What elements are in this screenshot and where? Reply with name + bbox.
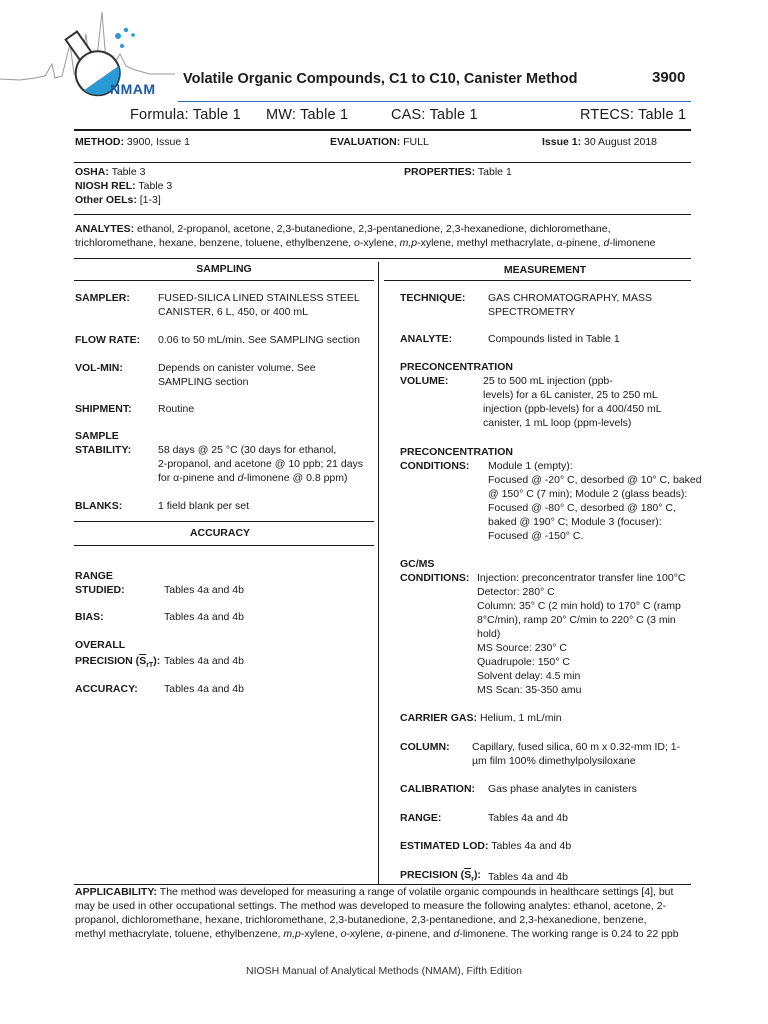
- title-rule: [178, 101, 691, 102]
- blanks-label: BLANKS:: [75, 500, 123, 512]
- preconc-volume-label-2: VOLUME:: [400, 375, 449, 387]
- method-row: [75, 135, 190, 149]
- applicability-line2: may be used in other occupational settings. The method was developed to measure the following analytes: ethanol, acetone, 2-: [75, 900, 667, 912]
- gcms-value-8: Solvent delay: 4.5 min: [477, 670, 581, 682]
- overall-precision-subscript: rT: [146, 662, 154, 670]
- preconc-volume-value-4: canister, 1 mL loop (ppm-levels): [483, 417, 632, 429]
- properties-label: PROPERTIES:: [404, 166, 476, 178]
- overall-precision-symbol: $\overline{S}$: [139, 655, 147, 667]
- osha-value: Table 3: [111, 166, 146, 178]
- gcms-value-4: 8°C/min), ramp 20° C/min to 220° C (3 min: [477, 614, 676, 626]
- shipment-label: SHIPMENT:: [75, 403, 132, 415]
- method-title: Volatile Organic Compounds, C1 to C10, Canister Method: [183, 71, 578, 87]
- flow-label: FLOW RATE:: [75, 334, 141, 346]
- applicability-label: APPLICABILITY:: [75, 886, 158, 898]
- preconc-volume-value-3: injection (ppb-levels) for a 400/450 mL: [483, 403, 662, 415]
- analytes-text1: ethanol, 2-propanol, acetone, 2,3-butanedione, 2,3-pentanedione, 2,3-hexanedione, dichloromethane,: [137, 223, 611, 235]
- analytes-label: ANALYTES:: [75, 223, 135, 235]
- oels-row: [75, 193, 161, 207]
- gcms-value-1: Injection: preconcentrator transfer line 100°C: [477, 572, 686, 584]
- overall-precision-text-a: PRECISION (: [75, 655, 140, 667]
- niosh-label: NIOSH REL:: [75, 180, 136, 192]
- overall-precision-label: [75, 654, 160, 673]
- gcms-value-5: hold): [477, 628, 501, 640]
- preconc-cond-label-2: CONDITIONS:: [400, 460, 470, 472]
- applicability-text4a: methyl methacrylate, toluene, ethylbenzene,: [75, 928, 284, 940]
- precision-symbol: $\overline{S}$: [464, 869, 472, 881]
- page-footer: NIOSH Manual of Analytical Methods (NMAM), Fifth Edition: [245, 965, 522, 977]
- nmam-logo: [0, 4, 190, 112]
- applicability-text4b: m,p: [283, 928, 301, 940]
- preconc-cond-value-3: @ 150° C (7 min); Module 2 (glass beads):: [488, 488, 688, 500]
- technique-label: TECHNIQUE:: [400, 292, 466, 304]
- applicability-text4c: -xylene,: [300, 928, 341, 940]
- gcms-label-2: CONDITIONS:: [400, 572, 470, 584]
- stability-text-3b: d: [237, 472, 244, 484]
- applicability-text4e: -xylene, α-pinene, and: [346, 928, 454, 940]
- osha-label: OSHA:: [75, 166, 109, 178]
- measurement-heading: MEASUREMENT: [503, 264, 587, 276]
- analytes-text2a: trichloromethane, hexane, benzene, toluene, ethylbenzene,: [75, 237, 355, 249]
- overall-label-1: OVERALL: [75, 639, 126, 651]
- applicability-text1: The method was developed for measuring a range of volatile organic compounds in healthcare settings [4], but: [159, 886, 674, 898]
- applicability-line1: [75, 885, 673, 899]
- overall-precision-value: Tables 4a and 4b: [164, 655, 244, 667]
- properties-value: Table 1: [477, 166, 512, 178]
- issue-row: [542, 135, 657, 149]
- applicability-text4g: -limonene. The working range is 0.24 to 22 ppb: [459, 928, 679, 940]
- preconc-cond-value-5: baked @ 190° C; Module 3 (focuser):: [488, 516, 662, 528]
- oels-label: Other OELs:: [75, 194, 137, 206]
- cas-text: CAS: Table 1: [391, 107, 478, 123]
- analytes-text2e: -xylene, methyl methacrylate, α-pinene,: [417, 237, 604, 249]
- bias-value: Tables 4a and 4b: [164, 611, 244, 623]
- range-value: Tables 4a and 4b: [488, 812, 568, 824]
- applicability-text4f: d: [453, 928, 460, 940]
- evaluation-label: EVALUATION:: [330, 136, 401, 148]
- lod-value: Tables 4a and 4b: [491, 840, 572, 852]
- gcms-value-9: MS Scan: 35-350 amu: [477, 684, 582, 696]
- analyte-value: Compounds listed in Table 1: [488, 333, 620, 345]
- analytes-text2f: d: [603, 237, 610, 249]
- gcms-value-6: MS Source: 230° C: [477, 642, 567, 654]
- precision-value: Tables 4a and 4b: [488, 871, 568, 883]
- analytes-text2d: m,p: [399, 237, 418, 249]
- lod-row: [400, 839, 571, 853]
- analytes-text2g: -limonene: [609, 237, 656, 249]
- limits-rule: [74, 214, 691, 215]
- applicability-text4d: o: [340, 928, 347, 940]
- analytes-line2: [75, 236, 655, 250]
- stability-value-2: 2-propanol, and acetone @ 10 ppb; 21 days: [158, 458, 364, 470]
- column-value-1: Capillary, fused silica, 60 m x 0.32-mm ID; 1-: [472, 741, 681, 753]
- volmin-value-2: SAMPLING section: [158, 376, 249, 388]
- carrier-label: CARRIER GAS:: [400, 712, 478, 724]
- stability-label-1: SAMPLE: [75, 430, 119, 442]
- range-studied-value: Tables 4a and 4b: [164, 584, 244, 596]
- flow-value: 0.06 to 50 mL/min. See SAMPLING section: [158, 334, 360, 346]
- analytes-text2c: -xylene,: [359, 237, 400, 249]
- precision-subscript: r: [471, 876, 474, 884]
- applicability-line3: propanol, dichloromethane, hexane, trichloromethane, 2,3-butanedione, 2,3-pentanedione, and 2,3-hexanedione, benzene,: [75, 914, 647, 926]
- preconc-volume-value-2: levels) for a 6L canister, 25 to 250 mL: [483, 389, 658, 401]
- analytes-text2b: o: [354, 237, 360, 249]
- stability-text-3c: -limonene @ 0.8 ppm): [243, 472, 348, 484]
- volmin-label: VOL-MIN:: [75, 362, 123, 374]
- stability-value-3: [158, 471, 348, 485]
- preconc-cond-value-2: Focused @ -20° C, desorbed @ 10° C, baked: [488, 474, 702, 486]
- column-value-2: µm film 100% dimethylpolysiloxane: [472, 755, 636, 767]
- formula-text: Formula: Table 1: [130, 107, 241, 123]
- method-rule: [74, 162, 691, 163]
- accuracy-heading: ACCURACY: [189, 527, 251, 539]
- preconc-cond-value-1: Module 1 (empty):: [488, 460, 573, 472]
- accuracy-label: ACCURACY:: [75, 683, 138, 695]
- range-studied-label-2: STUDIED:: [75, 584, 125, 596]
- shipment-value: Routine: [158, 403, 195, 415]
- stability-text-3a: for α-pinene and: [158, 472, 238, 484]
- gcms-value-7: Quadrupole: 150° C: [477, 656, 570, 668]
- gcms-value-3: Column: 35° C (2 min hold) to 170° C (ramp: [477, 600, 681, 612]
- applicability-line4: [75, 927, 679, 941]
- sampler-label: SAMPLER:: [75, 292, 130, 304]
- rtecs-text: RTECS: Table 1: [580, 107, 687, 123]
- mw-text: MW: Table 1: [266, 107, 349, 123]
- carrier-row: [400, 711, 562, 725]
- preconc-cond-value-6: Focused @ -150° C.: [488, 530, 584, 542]
- logo-text: NMAM: [110, 81, 156, 97]
- blanks-value: 1 field blank per set: [158, 500, 250, 512]
- sampling-heading: SAMPLING: [196, 263, 252, 275]
- lod-label: ESTIMATED LOD:: [400, 840, 489, 852]
- accuracy-head-rule: [74, 545, 374, 546]
- issue-label: Issue 1:: [542, 136, 582, 148]
- method-label: METHOD:: [75, 136, 124, 148]
- issue-value: 30 August 2018: [584, 136, 658, 148]
- preconc-volume-value-1: 25 to 500 mL injection (ppb-: [483, 375, 613, 387]
- oels-value: [1-3]: [139, 194, 161, 206]
- table-top-rule: [74, 258, 691, 259]
- gcms-value-2: Detector: 280° C: [477, 586, 555, 598]
- osha-row: [75, 165, 145, 179]
- calibration-label: CALIBRATION:: [400, 783, 476, 795]
- overall-precision-text-d: ):: [153, 655, 161, 667]
- method-number: 3900: [652, 69, 686, 86]
- preconc-volume-label-1: PRECONCENTRATION: [400, 361, 513, 373]
- sampler-value-1: FUSED-SILICA LINED STAINLESS STEEL: [158, 292, 360, 304]
- carrier-value: Helium, 1 mL/min: [479, 712, 562, 724]
- range-studied-label-1: RANGE: [75, 570, 113, 582]
- niosh-row: [75, 179, 172, 193]
- precision-text-a: PRECISION (: [400, 869, 465, 881]
- range-label: RANGE:: [400, 812, 442, 824]
- accuracy-top-rule: [74, 521, 374, 522]
- properties-row: [404, 165, 512, 179]
- measurement-head-rule: [384, 280, 691, 281]
- gcms-label-1: GC/MS: [400, 558, 435, 570]
- analytes-line1: [75, 222, 611, 236]
- technique-value-1: GAS CHROMATOGRAPHY, MASS: [488, 292, 652, 304]
- analyte-label: ANALYTE:: [400, 333, 453, 345]
- bias-label: BIAS:: [75, 611, 104, 623]
- niosh-value: Table 3: [138, 180, 173, 192]
- method-value: 3900, Issue 1: [126, 136, 190, 148]
- calibration-value: Gas phase analytes in canisters: [488, 783, 637, 795]
- stability-label-2: STABILITY:: [75, 444, 132, 456]
- preconc-cond-value-4: Focused @ -80° C, desorbed @ 180° C,: [488, 502, 676, 514]
- accuracy-value: Tables 4a and 4b: [164, 683, 244, 695]
- volmin-value-1: Depends on canister volume. See: [158, 362, 316, 374]
- preconc-cond-label-1: PRECONCENTRATION: [400, 446, 513, 458]
- stability-value-1: 58 days @ 25 °C (30 days for ethanol,: [158, 444, 337, 456]
- technique-value-2: SPECTROMETRY: [488, 306, 576, 318]
- column-label: COLUMN:: [400, 741, 450, 753]
- evaluation-value: FULL: [403, 136, 429, 148]
- flask-icon: [0, 4, 190, 112]
- sampling-head-rule: [74, 280, 374, 281]
- precision-text-d: ):: [473, 869, 481, 881]
- header-bottom-rule: [74, 129, 691, 131]
- column-divider: [378, 262, 379, 884]
- sampler-value-2: CANISTER, 6 L, 450, or 400 mL: [158, 306, 308, 318]
- evaluation-row: [330, 135, 429, 149]
